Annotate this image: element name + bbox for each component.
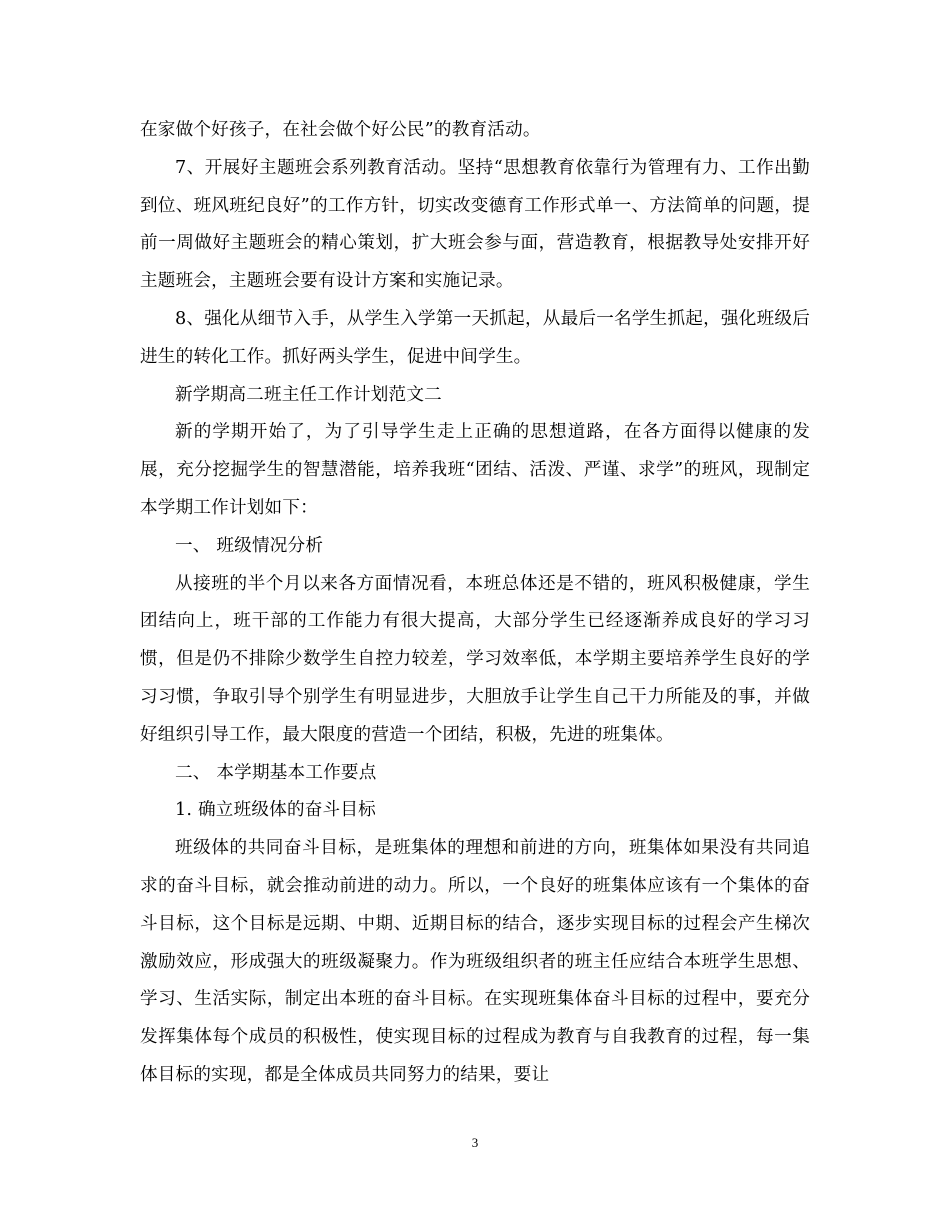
page-number: 3	[471, 1135, 479, 1150]
heading-class-analysis: 一、 班级情况分析	[175, 535, 324, 556]
paragraph-3: 8、强化从细节入手，从学生入学第一天抓起，从最后一名学生抓起，强化班级后进生的转化工作。抓好两头学生，促进中间学生。	[140, 308, 810, 367]
document-body	[140, 112, 810, 1095]
heading-work-points: 二、 本学期基本工作要点	[175, 762, 377, 783]
paragraph-1: 在家做个好孩子，在社会做个好公民”的教育活动。	[140, 120, 541, 140]
paragraph-class-analysis: 从接班的半个月以来各方面情况看，本班总体还是不错的，班风积极健康，学生团结向上，班干部的工作能力有很大提高，大部分学生已经逐渐养成良好的学习习惯，但是仍不排除少数学生自控力较差，学习效率低，本学期主要培养学生良好的学习习惯，争取引导个别学生有明显进步，大胆放手让学生自己干力所能及的事，并做好组织引导工作，最大限度的营造一个团结，积极，先进的班集体。	[140, 573, 810, 745]
paragraph-goal: 班级体的共同奋斗目标，是班集体的理想和前进的方向，班集体如果没有共同追求的奋斗目标，就会推动前进的动力。所以，一个良好的班集体应该有一个集体的奋斗目标，这个目标是远期、中期、近期目标的结合，逐步实现目标的过程会产生梯次激励效应，形成强大的班级凝聚力。作为班级组织者的班主任应结合本班学生思想、学习、生活实际，制定出本班的奋斗目标。在实现班集体奋斗目标的过程中，要充分发挥集体每个成员的积极性，使实现目标的过程成为教育与自我教育的过程，每一集体目标的实现，都是全体成员共同努力的结果，要让	[140, 838, 810, 1085]
paragraph-intro: 新的学期开始了，为了引导学生走上正确的思想道路，在各方面得以健康的发展，充分挖掘学生的智慧潜能，培养我班“团结、活泼、严谨、求学”的班风，现制定本学期工作计划如下：	[140, 422, 810, 518]
section-title: 新学期高二班主任工作计划范文二	[175, 384, 442, 405]
paragraph-2: 7、开展好主题班会系列教育活动。坚持“思想教育依靠行为管理有力、工作出勤到位、班风班纪良好”的工作方针，切实改变德育工作形式单一、方法简单的问题，提前一周做好主题班会的精心策划，扩大班会参与面，营造教育，根据教导处安排开好主题班会，主题班会要有设计方案和实施记录。	[140, 157, 810, 292]
subheading-goal: 1. 确立班级体的奋斗目标	[175, 800, 376, 821]
